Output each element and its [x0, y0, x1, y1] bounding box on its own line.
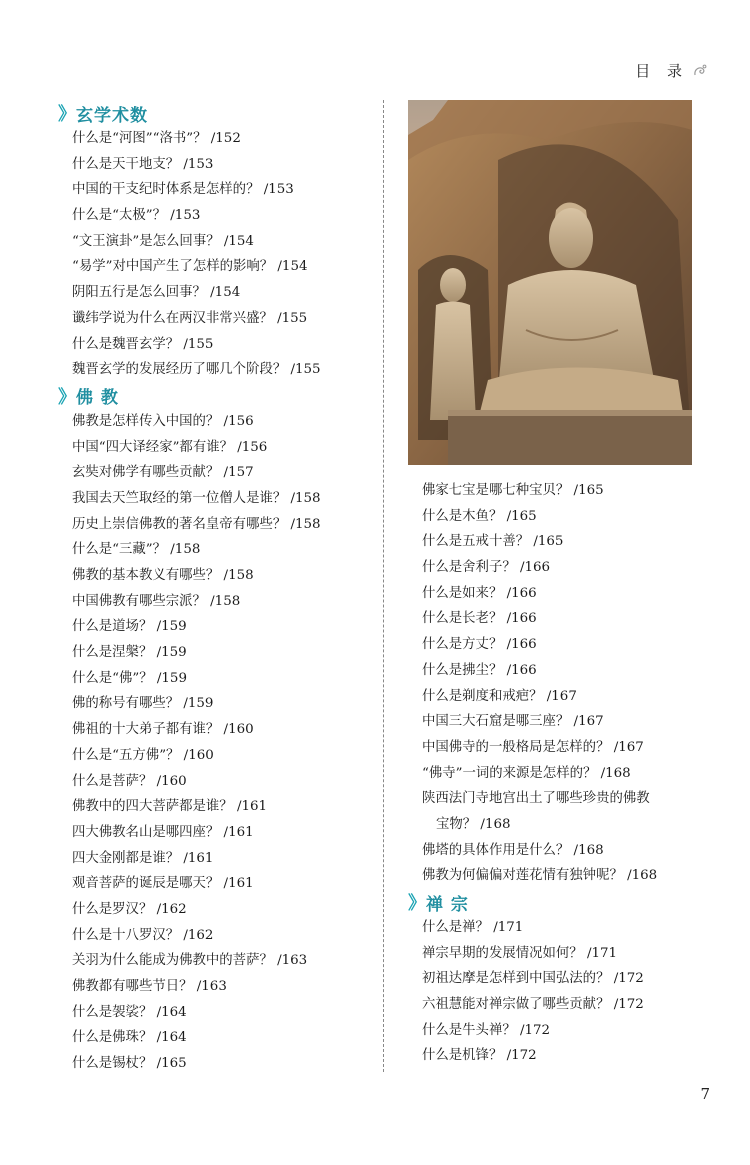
- toc-entry[interactable]: 什么是拂尘？ /166: [422, 662, 537, 678]
- toc-entry[interactable]: 什么是五戒十善？ /165: [422, 534, 564, 550]
- toc-entry[interactable]: 佛教中的四大菩萨都是谁？ /161: [72, 799, 268, 815]
- toc-entry[interactable]: 佛教为何偏偏对莲花情有独钟呢？ /168: [422, 868, 658, 884]
- toc-entry[interactable]: 陕西法门寺地宫出土了哪些珍贵的佛教: [422, 791, 650, 807]
- toc-entry[interactable]: 四大佛教名山是哪四座？ /161: [72, 824, 254, 840]
- toc-entry[interactable]: 什么是方丈？ /166: [422, 637, 537, 653]
- section-heading: [58, 383, 368, 409]
- section-heading: [408, 889, 708, 915]
- section-title: 禅 宗: [426, 894, 469, 915]
- toc-entry[interactable]: 佛家七宝是哪七种宝贝？ /165: [422, 483, 604, 498]
- toc-right-column: [408, 478, 708, 1069]
- double-chevron-icon: 》: [408, 893, 422, 914]
- page-number: 7: [700, 1085, 710, 1103]
- toc-entry[interactable]: 四大金刚都是谁？ /161: [72, 850, 214, 866]
- double-chevron-icon: 》: [58, 104, 72, 125]
- toc-entry[interactable]: 佛教的基本教义有哪些？ /158: [72, 568, 254, 583]
- swirl-ornament-icon: [692, 63, 708, 79]
- toc-entry[interactable]: 什么是佛珠？ /164: [72, 1030, 187, 1046]
- toc-entry[interactable]: 佛祖的十大弟子都有谁？ /160: [72, 722, 254, 738]
- column-divider: [383, 100, 384, 1072]
- toc-entry[interactable]: 什么是“河图”“洛书”？ /152: [72, 131, 241, 146]
- section-title: 玄学术数: [76, 105, 148, 126]
- toc-entry[interactable]: 初祖达摩是怎样到中国弘法的？ /172: [422, 971, 644, 987]
- toc-entry[interactable]: 什么是十八罗汉？ /162: [72, 927, 214, 943]
- toc-entry[interactable]: 什么是“三藏”？ /158: [72, 542, 201, 558]
- toc-entry[interactable]: 谶纬学说为什么在两汉非常兴盛？ /155: [72, 310, 308, 326]
- toc-entry[interactable]: 历史上崇信佛教的著名皇帝有哪些？ /158: [72, 516, 321, 532]
- toc-entry[interactable]: 宝物？ /168: [436, 816, 511, 832]
- toc-entry[interactable]: 什么是剃度和戒疤？ /167: [422, 688, 577, 704]
- double-chevron-icon: 》: [58, 386, 72, 408]
- toc-entry[interactable]: 我国去天竺取经的第一位僧人是谁？ /158: [72, 490, 321, 506]
- toc-entry[interactable]: 什么是如来？ /166: [422, 585, 537, 601]
- toc-entry[interactable]: 佛教都有哪些节日？ /163: [72, 979, 227, 994]
- toc-entry[interactable]: 中国的干支纪时体系是怎样的？ /153: [72, 182, 294, 198]
- toc-entry[interactable]: 中国佛寺的一般格局是怎样的？ /167: [422, 739, 644, 755]
- header-title: 目 录: [635, 62, 688, 80]
- toc-entry[interactable]: 佛塔的具体作用是什么？ /168: [422, 842, 604, 858]
- toc-entry[interactable]: 什么是“五方佛”？ /160: [72, 747, 214, 763]
- toc-entry[interactable]: 什么是舍利子？ /166: [422, 560, 551, 576]
- toc-entry[interactable]: 佛的称号有哪些？ /159: [72, 696, 214, 712]
- toc-entry[interactable]: 禅宗早期的发展情况如何？ /171: [422, 945, 618, 961]
- toc-entry[interactable]: 什么是魏晋玄学？ /155: [72, 336, 214, 352]
- toc-entry[interactable]: 什么是道场？ /159: [72, 619, 187, 635]
- toc-entry[interactable]: “易学”对中国产生了怎样的影响？ /154: [72, 259, 308, 275]
- toc-entry[interactable]: 什么是袈裟？ /164: [72, 1004, 187, 1020]
- toc-entry[interactable]: “佛寺”一词的来源是怎样的？ /168: [422, 765, 631, 781]
- toc-entry[interactable]: 什么是菩萨？ /160: [72, 773, 187, 789]
- toc-entry[interactable]: 什么是罗汉？ /162: [72, 901, 187, 917]
- toc-entry[interactable]: 什么是天干地支？ /153: [72, 156, 214, 172]
- toc-entry[interactable]: 什么是禅？ /171: [422, 920, 524, 935]
- toc-entry[interactable]: 什么是涅槃？ /159: [72, 645, 187, 661]
- toc-entry[interactable]: 什么是牛头禅？ /172: [422, 1022, 551, 1038]
- toc-entry[interactable]: 阴阳五行是怎么回事？ /154: [72, 285, 241, 301]
- toc-entry[interactable]: 玄奘对佛学有哪些贡献？ /157: [72, 465, 254, 481]
- toc-entry[interactable]: 什么是长老？ /166: [422, 611, 537, 627]
- toc-left-column: [58, 100, 368, 1077]
- buddha-statue-illustration: [408, 100, 692, 465]
- toc-entry[interactable]: 中国三大石窟是哪三座？ /167: [422, 714, 604, 730]
- toc-entry[interactable]: 魏晋玄学的发展经历了哪几个阶段？ /155: [72, 362, 321, 378]
- toc-entry[interactable]: 什么是“太极”？ /153: [72, 208, 201, 224]
- toc-entry[interactable]: 中国“四大译经家”都有谁？ /156: [72, 439, 268, 455]
- toc-entry[interactable]: 观音菩萨的诞辰是哪天？ /161: [72, 876, 254, 892]
- buddha-statue-photo: [408, 100, 692, 465]
- toc-entry[interactable]: 什么是木鱼？ /165: [422, 508, 537, 524]
- toc-entry[interactable]: 什么是锡杖？ /165: [72, 1056, 187, 1072]
- page-header: [635, 60, 708, 81]
- toc-entry[interactable]: 什么是“佛”？ /159: [72, 670, 187, 686]
- toc-entry[interactable]: 中国佛教有哪些宗派？ /158: [72, 593, 241, 609]
- section-title: 佛 教: [76, 388, 119, 409]
- toc-entry[interactable]: 六祖慧能对禅宗做了哪些贡献？ /172: [422, 997, 644, 1013]
- toc-entry[interactable]: 关羽为什么能成为佛教中的菩萨？ /163: [72, 953, 308, 969]
- section-heading: [58, 100, 368, 126]
- toc-entry[interactable]: 佛教是怎样传入中国的？ /156: [72, 413, 254, 429]
- toc-entry[interactable]: “文王演卦”是怎么回事？ /154: [72, 233, 254, 249]
- toc-entry[interactable]: 什么是机锋？ /172: [422, 1048, 537, 1064]
